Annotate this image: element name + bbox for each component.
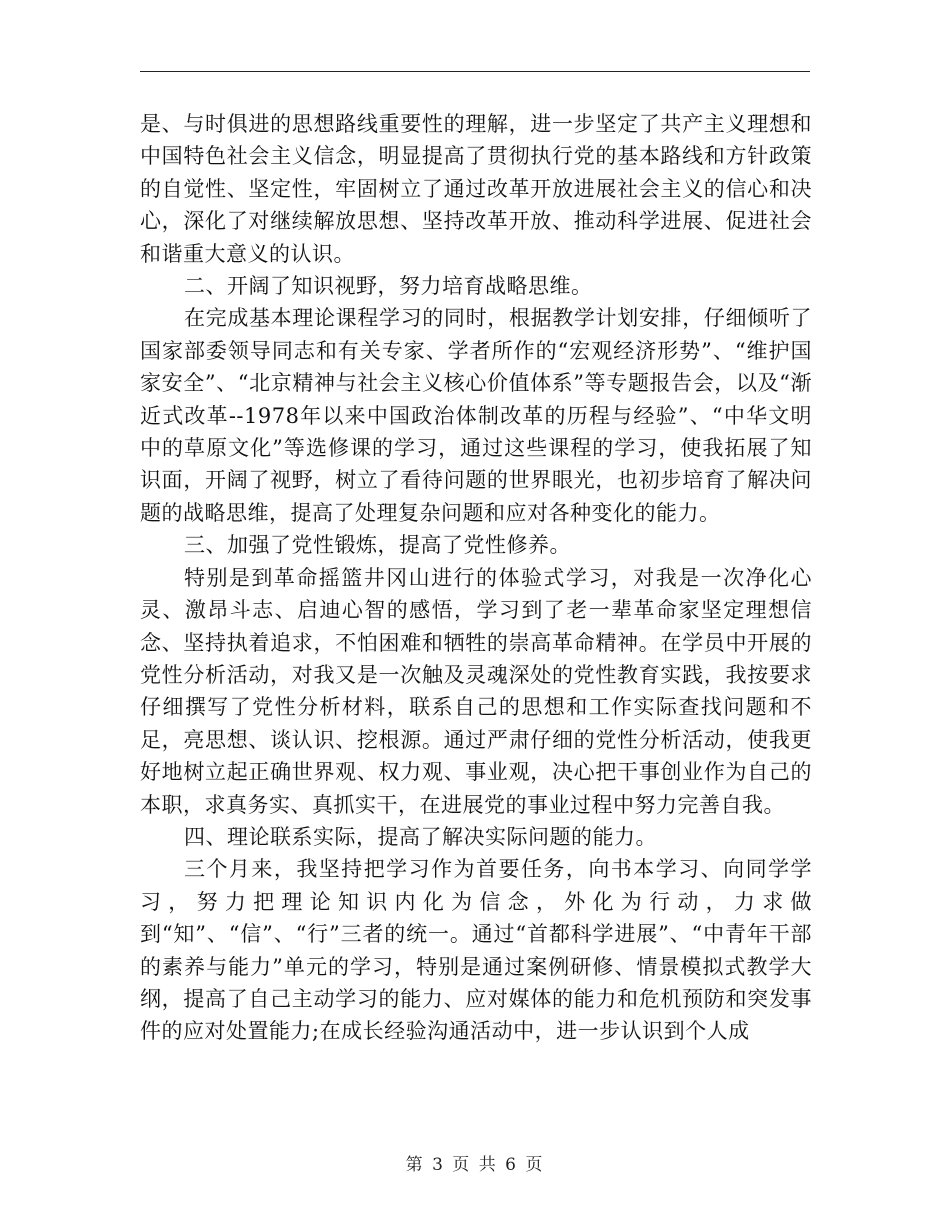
section-heading-3: 三、加强了党性锻炼，提高了党性修养。: [184, 533, 571, 558]
header-rule: [140, 71, 810, 72]
body-text: [140, 108, 812, 1048]
section-heading-4: 四、理论联系实际，提高了解决实际问题的能力。: [184, 824, 657, 849]
section-heading-2: 二、开阔了知识视野，努力培育战略思维。: [184, 274, 593, 299]
paragraph-5: 特别是到革命摇篮井冈山进行的体验式学习，对我是一次净化心灵、激昂斗志、启迪心智的感悟，学习到了老一辈革命家坚定理想信念、坚持执着追求，不怕困难和牺牲的崇高革命精神。在学员中开展的党性分析活动，对我又是一次触及灵魂深处的党性教育实践，我按要求仔细撰写了党性分析材料，联系自己的思想和工作实际查找问题和不足，亮思想、谈认识、挖根源。通过严肃仔细的党性分析活动，使我更好地树立起正确世界观、权力观、事业观，决心把干事创业作为自己的本职，求真务实、真抓实干，在进展党的事业过程中努力完善自我。: [140, 565, 812, 817]
paragraph-7: 三个月来，我坚持把学习作为首要任务，向书本学习、向同学学习，努力把理论知识内化为信念，外化为行动，力求做到“知”、“信”、“行”三者的统一。通过“首都科学进展”、“中青年干部的素养与能力”单元的学习，特别是通过案例研修、情景模拟式教学大纲，提高了自己主动学习的能力、应对媒体的能力和危机预防和突发事件的应对处置能力;在成长经验沟通活动中，进一步认识到个人成: [140, 857, 812, 1044]
paragraph-3: 在完成基本理论课程学习的同时，根据教学计划安排，仔细倾听了国家部委领导同志和有关专家、学者所作的“宏观经济形势”、“维护国家安全”、“北京精神与社会主义核心价值体系”等专题报告会，以及“渐近式改革--1978年以来中国政治体制改革的历程与经验”、“中华文明中的草原文化”等选修课的学习，通过这些课程的学习，使我拓展了知识面，开阔了视野，树立了看待问题的世界眼光，也初步培育了解决问题的战略思维，提高了处理复杂问题和应对各种变化的能力。: [140, 306, 812, 525]
paragraph-1: 是、与时俱进的思想路线重要性的理解，进一步坚定了共产主义理想和中国特色社会主义信念，明显提高了贯彻执行党的基本路线和方针政策的自觉性、坚定性，牢固树立了通过改革开放进展社会主义的信心和决心，深化了对继续解放思想、坚持改革开放、推动科学进展、促进社会和谐重大意义的认识。: [140, 112, 812, 266]
page-number-footer: 第 3 页 共 6 页: [405, 1155, 545, 1175]
